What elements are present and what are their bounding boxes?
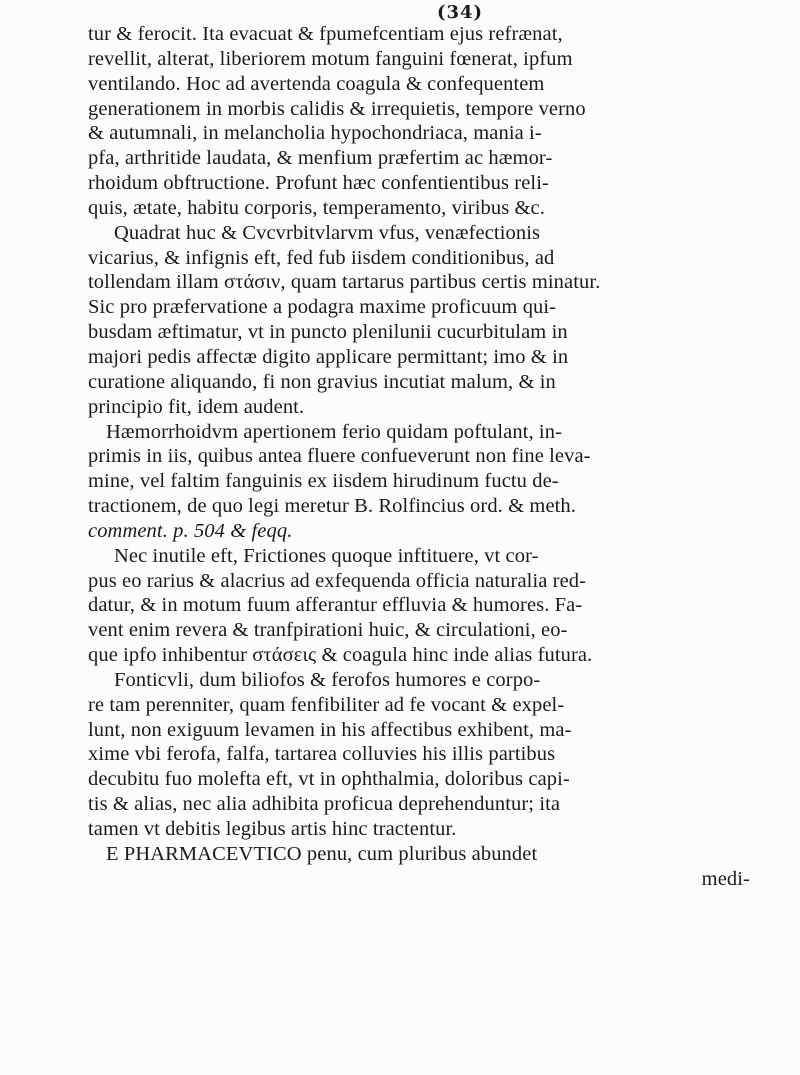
text-line: busdam æftimatur, vt in puncto plenilunii cucurbitulam in [88,321,568,344]
citation-line: comment. p. 504 & feqq. [88,519,293,542]
text-line: datur, & in motum fuum afferantur effluvia & humores. Fa- [88,594,583,617]
text-line: principio fit, idem audent. [88,395,305,418]
body-text [88,22,778,892]
text-line: vent enim revera & tranfpirationi huic, & circulationi, eo- [88,619,568,642]
paragraph-start-line: Nec inutile eft, Frictiones quoque inftituere, vt cor- [114,544,539,567]
text-line: lunt, non exiguum levamen in his affectibus exhibent, ma- [88,718,572,741]
text-line: que ipfo inhibentur στάσεις & coagula hinc inde alias futura. [88,644,593,667]
page-number-header: (34) [436,2,484,23]
catchword: medi- [701,867,750,890]
text-line: tractionem, de quo legi meretur B. Rolfincius ord. & meth. [88,495,577,518]
text-line: decubitu fuo molefta eft, vt in ophthalmia, doloribus capi- [88,768,570,791]
paragraph-start-line: E PHARMACEVTICO penu, cum pluribus abundet [106,842,538,865]
text-line: curatione aliquando, fi non gravius incutiat malum, & in [88,370,556,393]
text-line: majori pedis affectæ digito applicare permittant; imo & in [88,345,569,368]
paragraph-start-line: Hæmorrhoidvm apertionem ferio quidam poftulant, in- [106,420,562,443]
text-line: tamen vt debitis legibus artis hinc tractentur. [88,818,457,840]
text-line: primis in iis, quibus antea fluere confueverunt non fine leva- [88,445,591,468]
text-line: mine, vel faltim fanguinis ex iisdem hirudinum fuctu de- [88,470,559,493]
text-line: rhoidum obftructione. Profunt hæc confentientibus reli- [88,172,549,195]
text-line: quis, ætate, habitu corporis, temperamento, viribus &c. [88,196,545,219]
text-line: vicarius, & infignis eft, fed fub iisdem conditionibus, ad [88,246,555,269]
text-line: ventilando. Hoc ad avertenda coagula & confequentem [88,72,545,95]
text-line: re tam perenniter, quam fenfibiliter ad fe vocant & expel- [88,693,565,716]
text-line: pfa, arthritide laudata, & menfium præfertim ac hæmor- [88,147,553,170]
text-line: pus eo rarius & alacrius ad exfequenda officia naturalia red- [88,569,587,592]
paragraph-start-line: Quadrat huc & Cvcvrbitvlarvm vfus, venæfectionis [114,221,541,244]
text-line: revellit, alterat, liberiorem motum fanguini fœnerat, ipfum [88,47,573,70]
text-line: tollendam illam στάσιν, quam tartarus partibus certis minatur. [88,271,601,294]
text-line: Sic pro præfervatione a podagra maxime proficuum qui- [88,296,557,319]
paragraph-start-line: Fonticvli, dum biliofos & ferofos humores e corpo- [114,668,541,691]
text-line: xime vbi ferofa, falfa, tartarea colluvies his illis partibus [88,743,556,766]
text-line: generationem in morbis calidis & irrequietis, tempore verno [88,97,586,120]
text-line: & autumnali, in melancholia hypochondriaca, mania i- [88,122,542,145]
text-line: tur & ferocit. Ita evacuat & fpumefcentiam ejus refrænat, [88,23,563,45]
text-line: tis & alias, nec alia adhibita proficua deprehenduntur; ita [88,793,561,816]
